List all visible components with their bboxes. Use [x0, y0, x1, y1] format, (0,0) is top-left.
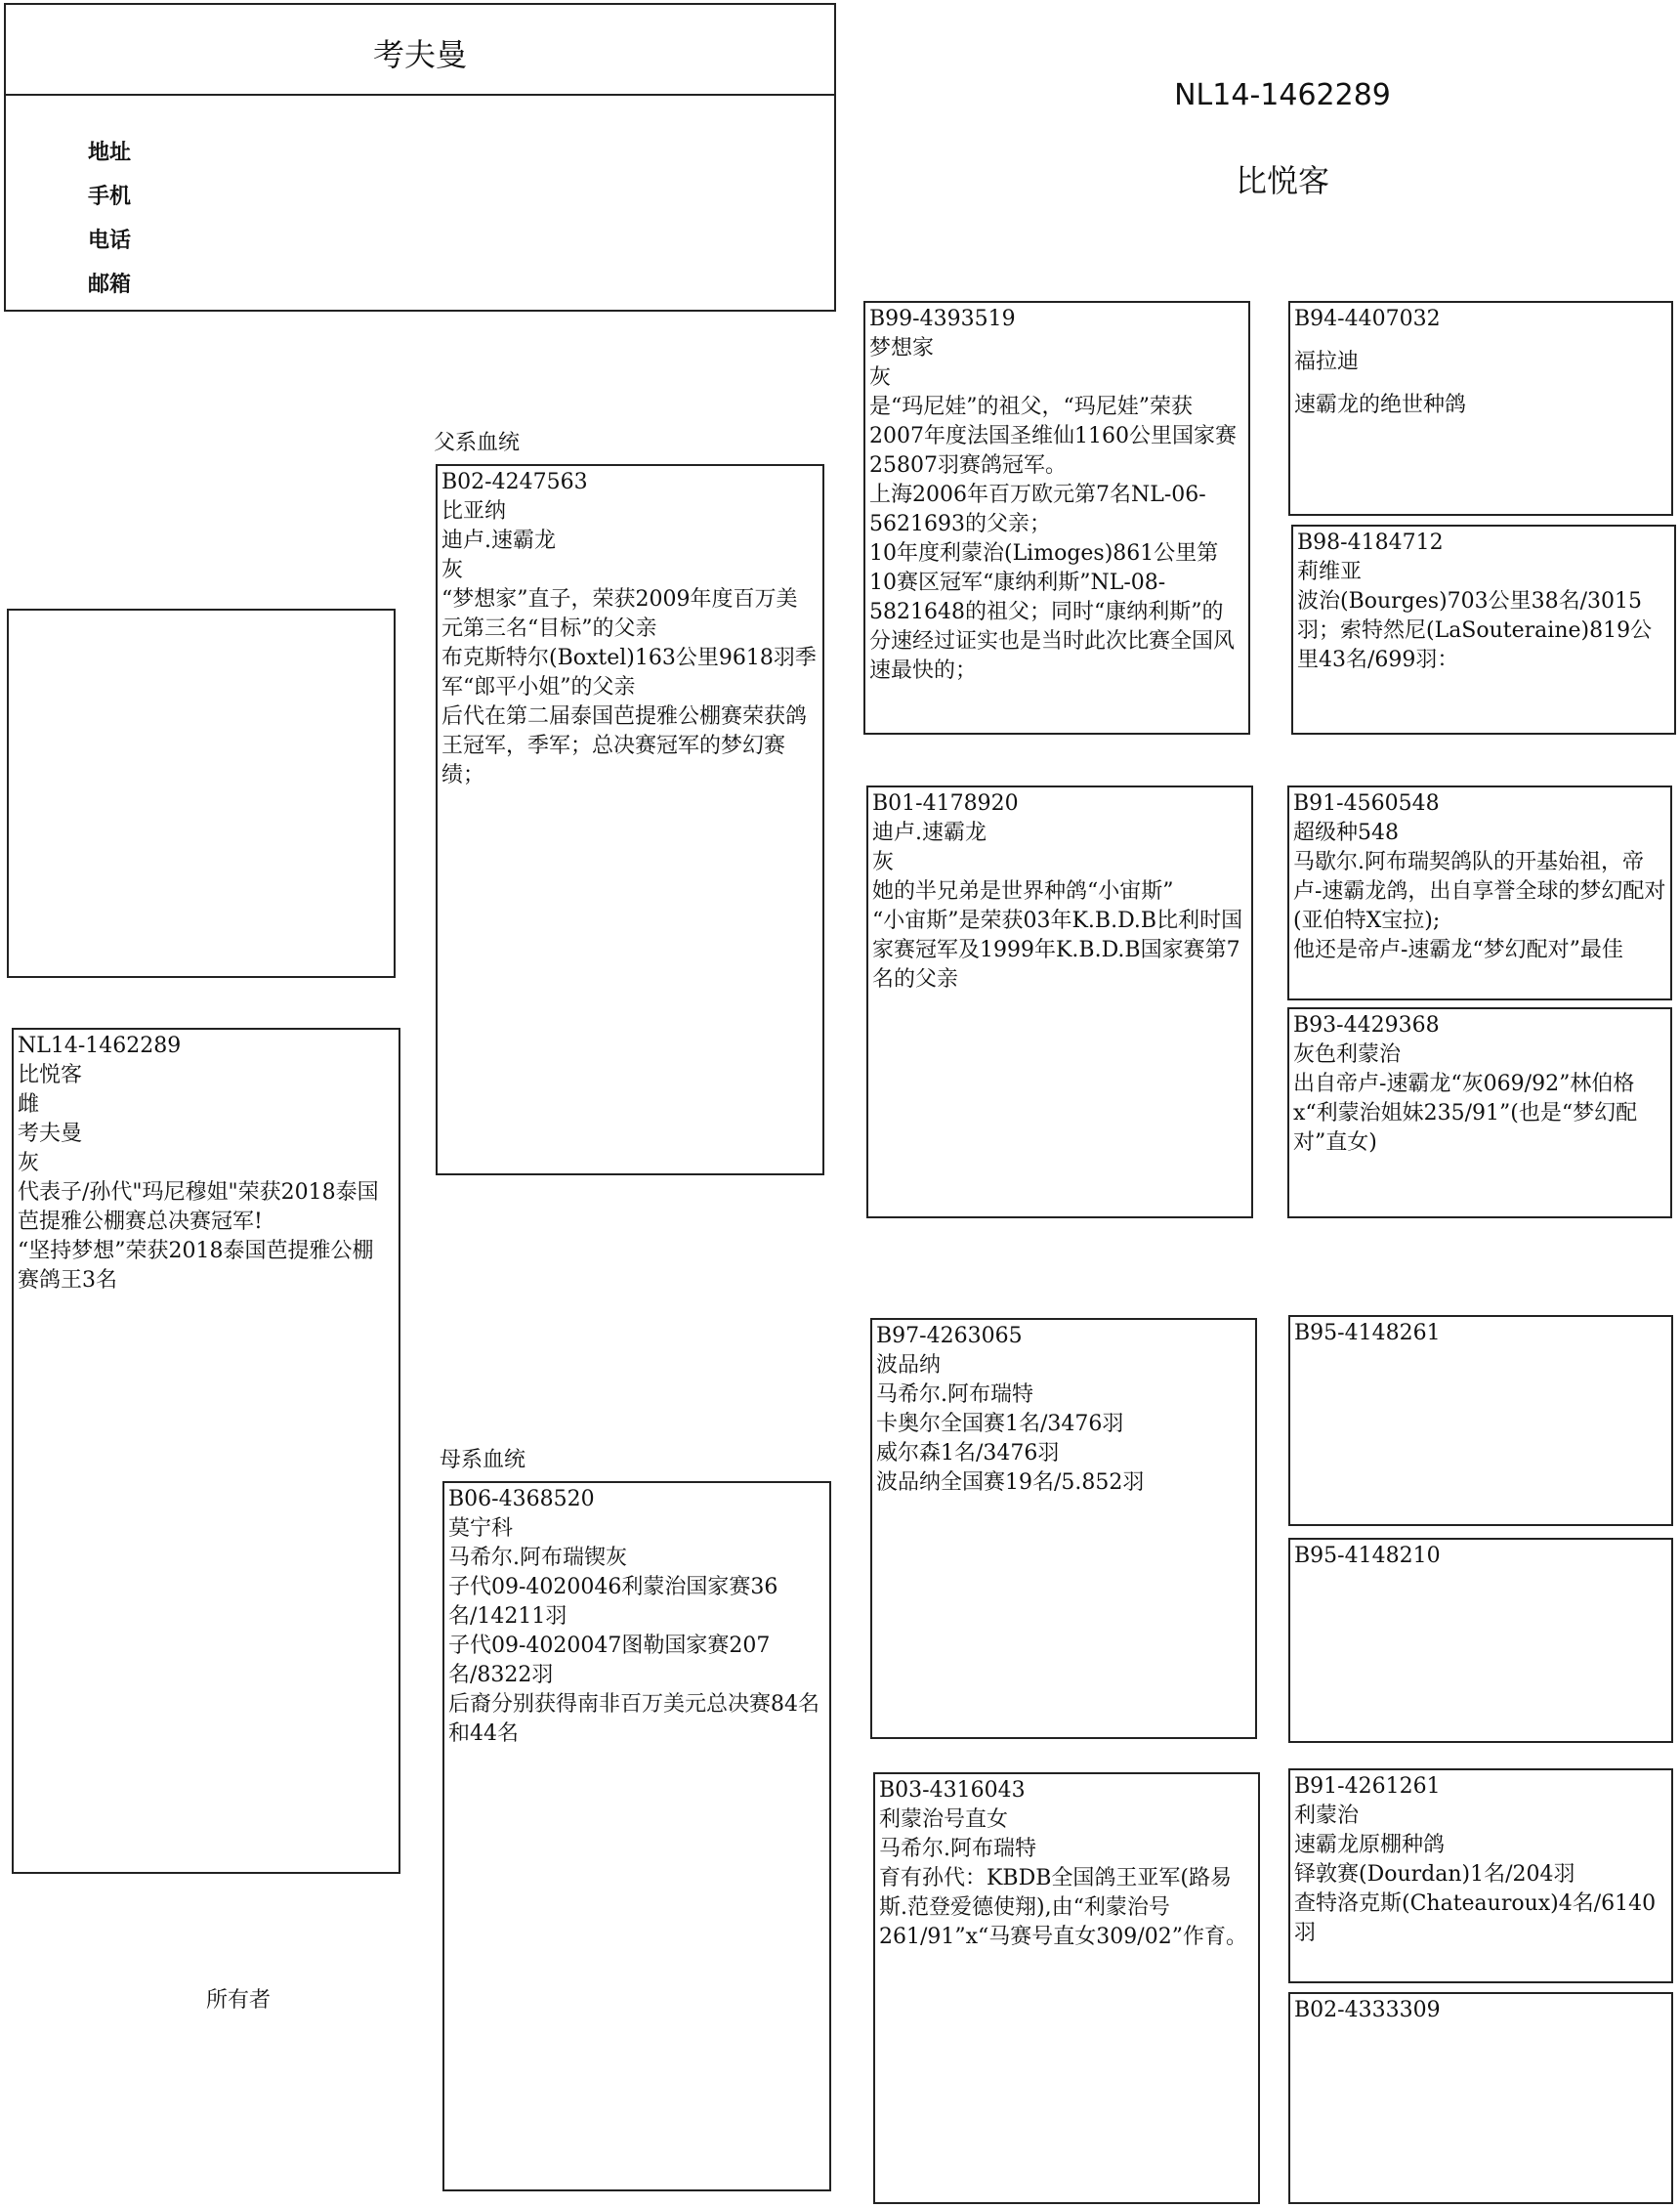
pigeon-card-subject [12, 1028, 400, 1874]
pigeon-card-sire-sire [863, 301, 1250, 735]
card-line: 灰 [872, 850, 895, 874]
card-line: 后裔分别获得南非百万美元总决赛84名和44名 [448, 1692, 819, 1746]
card-line: 速霸龙的绝世种鸽 [1294, 393, 1467, 417]
card-line: 后代在第二届泰国芭提雅公棚赛荣获鸽王冠军，季军；总决赛冠军的梦幻赛绩； [441, 704, 808, 787]
contact-label-phone: 电话 [88, 229, 132, 253]
card-line: 比悦客 [18, 1063, 83, 1087]
card-line: 波品纳全国赛19名/5.852羽 [876, 1470, 1145, 1495]
ring-number: B06-4368520 [448, 1487, 595, 1511]
ring-number: B01-4178920 [872, 791, 1019, 816]
card-line: 10年度利蒙治(Limoges)861公里第10赛区冠军“康纳利斯”NL-08-5821648的祖父；同时“康纳利斯”的分速经过证实也是当时此次比赛全国风速最快的； [869, 541, 1236, 683]
loft-header-divider [6, 94, 834, 96]
card-line: 上海2006年百万欧元第7名NL-06-5621693的父亲； [869, 483, 1206, 536]
pigeon-card-sds [1287, 786, 1672, 1000]
loft-header-box [4, 3, 836, 312]
pigeon-card-ssd [1291, 525, 1676, 735]
card-line: 雌 [18, 1092, 40, 1117]
card-line: 考夫曼 [18, 1122, 83, 1146]
pigeon-card-sdd [1287, 1007, 1672, 1218]
card-line: 灰 [869, 365, 892, 390]
dam-line-label: 母系血统 [440, 1448, 526, 1472]
card-line: 波品纳 [876, 1353, 942, 1378]
card-line: 迪卢.速霸龙 [441, 529, 556, 553]
owner-label: 所有者 [206, 1988, 272, 2013]
ring-number: B91-4560548 [1293, 791, 1440, 816]
ring-number: B91-4261261 [1294, 1774, 1441, 1799]
card-line: 迪卢.速霸龙 [872, 821, 987, 845]
ring-number: B03-4316043 [879, 1778, 1026, 1803]
card-line: 马希尔.阿布瑞特 [876, 1382, 1033, 1407]
ring-number: B02-4333309 [1294, 1998, 1441, 2022]
card-line: 布克斯特尔(Boxtel)163公里9618羽季军“郎平小姐”的父亲 [441, 646, 817, 700]
card-line: 福拉迪 [1294, 350, 1360, 374]
pigeon-card-sire-dam [866, 786, 1253, 1218]
pigeon-card-dam [442, 1481, 831, 2191]
ring-number: NL14-1462289 [18, 1034, 182, 1058]
pigeon-card-sire [436, 464, 824, 1175]
card-line: 利蒙治 [1294, 1804, 1360, 1828]
card-line: 莉维亚 [1297, 560, 1363, 584]
pigeon-card-sss [1288, 301, 1673, 516]
loft-name: 考夫曼 [372, 36, 467, 73]
card-line: 她的半兄弟是世界种鸽“小宙斯” [872, 879, 1174, 904]
card-line: 卡奥尔全国赛1名/3476羽 [876, 1412, 1124, 1436]
card-line: 出自帝卢-速霸龙“灰069/92”林伯格x“利蒙治姐妹235/91”(也是“梦幻配对”直女) [1293, 1072, 1638, 1155]
card-line: 子代09-4020046利蒙治国家赛36名/14211羽 [448, 1575, 778, 1629]
card-line: 查特洛克斯(Chateauroux)4名/6140羽 [1294, 1891, 1657, 1945]
card-line: 子代09-4020047图勒国家赛207名/8322羽 [448, 1634, 771, 1687]
card-line: 波治(Bourges)703公里38名/3015羽；索特然尼(LaSouteraine)819公里43名/699羽： [1297, 589, 1653, 672]
card-line: 利蒙治号直女 [879, 1807, 1009, 1832]
pigeon-card-dsd [1288, 1538, 1673, 1743]
pigeon-card-dds [1288, 1768, 1673, 1983]
header-ring-number: NL14-1462289 [1174, 78, 1391, 112]
card-line: 育有孙代：KBDB全国鸽王亚军(路易斯.范登爱德使翔),由“利蒙治号261/91”x“马赛号直女309/02”作育。 [879, 1866, 1247, 1949]
card-line: 他还是帝卢-速霸龙“梦幻配对”最佳 [1293, 938, 1623, 962]
card-line: 铎敦赛(Dourdan)1名/204羽 [1294, 1862, 1575, 1887]
card-line: 超级种548 [1293, 821, 1399, 845]
photo-frame [7, 609, 396, 978]
header-pigeon-name: 比悦客 [1235, 162, 1329, 199]
card-line: 马歇尔.阿布瑞契鸽队的开基始祖，帝卢-速霸龙鸽，出自享誉全球的梦幻配对(亚伯特X宝拉); [1293, 850, 1666, 933]
ring-number: B94-4407032 [1294, 307, 1441, 331]
card-line: 比亚纳 [441, 499, 507, 524]
card-line: “小宙斯”是荣获03年K.B.D.B比利时国家赛冠军及1999年K.B.D.B国家赛第7名的父亲 [872, 909, 1243, 992]
ring-number: B97-4263065 [876, 1324, 1023, 1348]
contact-label-mobile: 手机 [88, 185, 132, 209]
card-line: 灰色利蒙治 [1293, 1042, 1402, 1067]
ring-number: B98-4184712 [1297, 531, 1444, 555]
contact-label-email: 邮箱 [88, 273, 132, 297]
ring-number: B02-4247563 [441, 470, 588, 494]
ring-number: B95-4148261 [1294, 1321, 1441, 1345]
card-line: 是“玛尼娃”的祖父，“玛尼娃”荣获2007年度法国圣维仙1160公里国家赛25807羽赛鸽冠军。 [869, 395, 1237, 478]
ring-number: B95-4148210 [1294, 1544, 1441, 1568]
pigeon-card-dss [1288, 1315, 1673, 1526]
contact-label-address: 地址 [88, 141, 132, 165]
pigeon-card-dam-dam [873, 1772, 1260, 2204]
ring-number: B99-4393519 [869, 307, 1016, 331]
pigeon-card-ddd [1288, 1992, 1673, 2204]
card-line: “梦想家”直子，荣获2009年度百万美元第三名“目标”的父亲 [441, 587, 798, 641]
sire-line-label: 父系血统 [434, 431, 521, 455]
card-line: 马希尔.阿布瑞锲灰 [448, 1546, 627, 1570]
pigeon-card-dam-sire [870, 1318, 1257, 1739]
card-line: 梦想家 [869, 336, 935, 361]
card-line: 莫宁科 [448, 1516, 514, 1541]
card-line: 马希尔.阿布瑞特 [879, 1837, 1036, 1861]
card-line: 代表子/孙代"玛尼穆姐"荣获2018泰国芭提雅公棚赛总决赛冠军! [18, 1180, 379, 1234]
card-line: 速霸龙原棚种鸽 [1294, 1833, 1446, 1857]
card-line: “坚持梦想”荣获2018泰国芭提雅公棚赛鸽王3名 [18, 1239, 374, 1293]
card-line: 威尔森1名/3476羽 [876, 1441, 1060, 1465]
card-line: 灰 [18, 1151, 40, 1175]
card-line: 灰 [441, 558, 464, 582]
ring-number: B93-4429368 [1293, 1013, 1440, 1038]
